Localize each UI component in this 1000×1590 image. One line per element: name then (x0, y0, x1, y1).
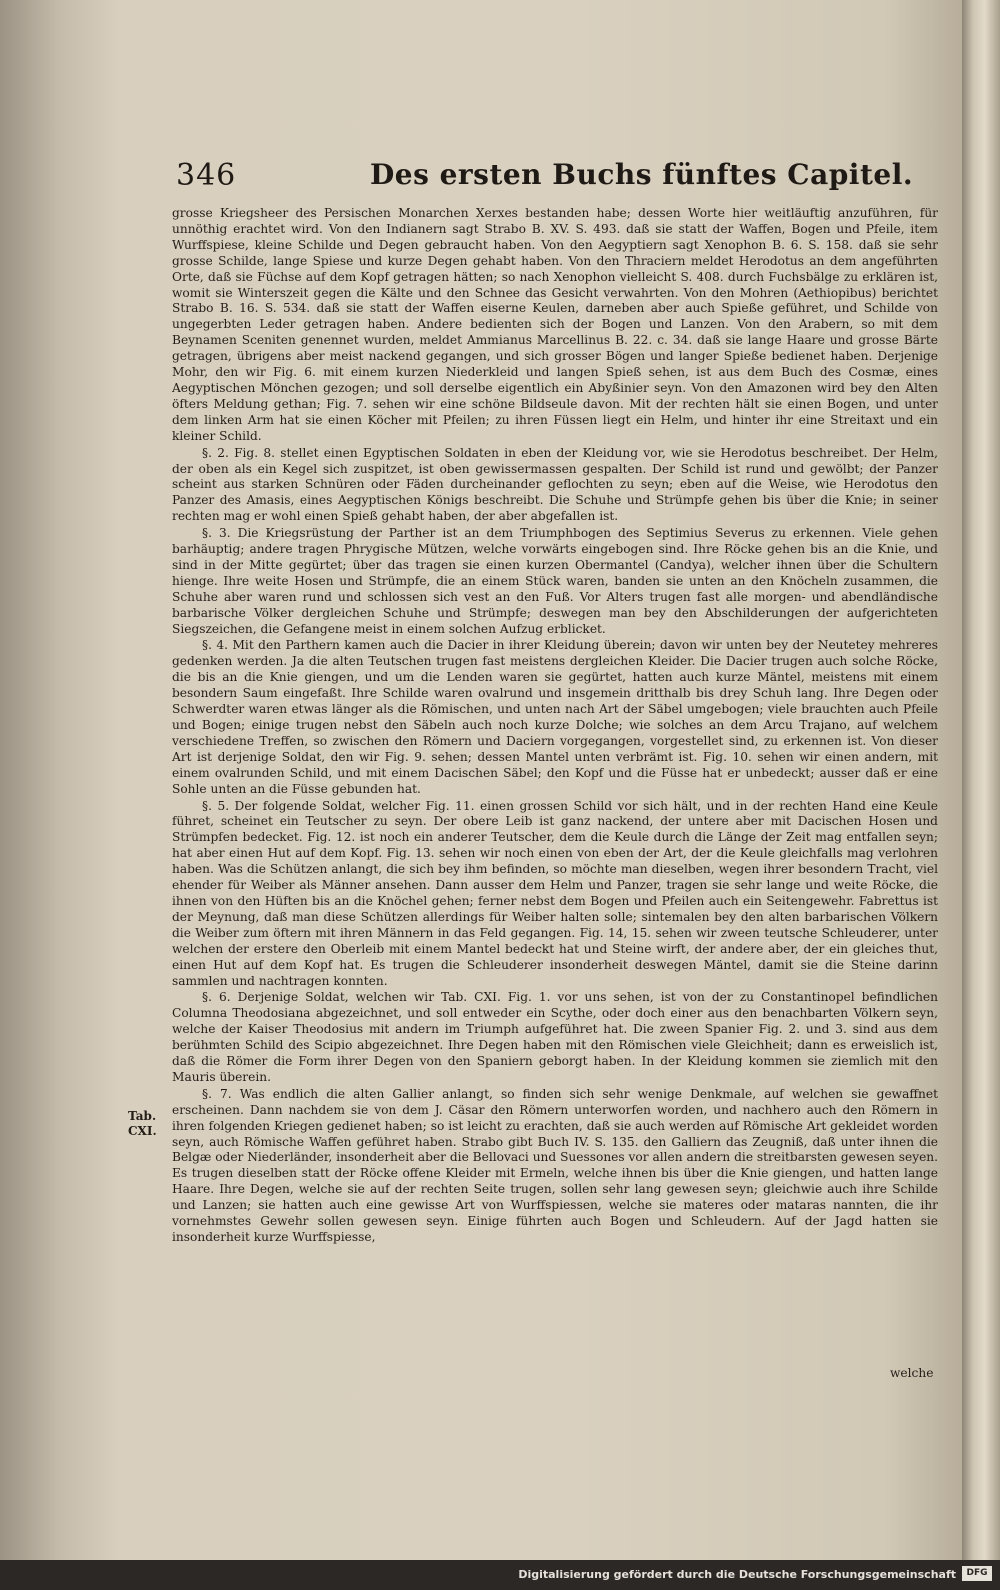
running-head: Des ersten Buchs fünftes Capitel. (370, 158, 914, 191)
paragraph-5: §. 5. Der folgende Soldat, welcher Fig. 11. einen grossen Schild vor sich hält, und in der rechten Hand eine Keule führet, scheinet ein Teutscher zu seyn. Der obere Leib ist ganz nackend, der untere aber mit Dacischen Hosen und Strümpfen bedecket. Fig. 12. ist noch ein anderer Teutscher, dem die Keule durch die Länge der Zeit mag entfallen seyn; hat aber einen Hut auf dem Kopf. Fig. 13. sehen wir noch einen von eben der Art, der die Keule gleichfalls mag verlohren haben. Was die Schützen anlangt, die sich bey ihm befinden, so möchte man dieselben, wegen ihrer besondern Tracht, viel ehender für Weiber als Männer ansehen. Dann ausser dem Helm und Panzer, tragen sie sehr lange und weite Röcke, die ihnen von den Hüften bis an die Knöchel gehen; ferner nebst dem Bogen und Pfeilen auch ein Seitengewehr. Fabrettus ist der Meynung, daß man diese Schützen allerdings für Weiber halten solle; sintemalen bey den alten barbarischen Völkern die Weiber zum öftern mit ihren Männern in das Feld gegangen. Fig. 14, 15. sehen wir zween teutsche Schleuderer, unter welchen der erstere den Oberleib mit einem Mantel bedeckt hat und Steine wirft, der andere aber, der ein gleiches thut, einen Hut auf dem Kopf hat. Es trugen die Schleuderer insonderheit deswegen Mäntel, damit sie die Steine darinn sammlen und nachtragen konnten. (172, 798, 938, 988)
paragraph-1: grosse Kriegsheer des Persischen Monarchen Xerxes bestanden habe; dessen Worte hier weitläuftig anzuführen, für unnöthig erachtet wird. Von den Indianern sagt Strabo B. XV. S. 493. daß sie statt der Waffen, Bogen und Pfeile, item Wurffspiese, kleine Schilde und Degen gebraucht haben. Von den Aegyptiern sagt Xenophon B. 6. S. 158. daß sie sehr grosse Schilde, lange Spiese und kurze Degen gehabt haben. Von den Thraciern meldet Herodotus an dem angeführten Orte, daß sie Füchse auf dem Kopf getragen hätten; so nach Xenophon vielleicht S. 408. durch Fuchsbälge zu erklären ist, womit sie Winterszeit gegen die Kälte und den Schnee das Gesicht verwahrten. Von den Mohren (Aethiopibus) berichtet Strabo B. 16. S. 534. daß sie statt der Waffen eiserne Keulen, darneben aber auch Spieße geführet, und Schilde von ungegerbten Leder getragen haben. Andere bedienten sich der Bogen und Lanzen. Von den Arabern, so mit dem Beynamen Sceniten genennet wurden, meldet Ammianus Marcellinus B. 22. c. 34. daß sie lange Haare und grosse Bärte getragen, übrigens aber meist nackend gegangen, und sich grosser Bögen und langer Spieße bedienet haben. Derjenige Mohr, den wir Fig. 6. mit einem kurzen Niederkleid und langen Spieß sehen, ist aus dem Buch des Cosmæ, eines Aegyptischen Mönchen gezogen; und soll derselbe eigentlich ein Abyßinier seyn. Von den Amazonen wird bey den Alten öfters Meldung gethan; Fig. 7. sehen wir eine schöne Bildseule davon. Mit der rechten hält sie einen Bogen, und unter dem linken Arm hat sie einen Köcher mit Pfeilen; zu ihren Füssen liegt ein Helm, und hinter ihr eine Streitaxt und ein kleiner Schild. (172, 206, 938, 443)
catchword: welche (890, 1366, 934, 1380)
page-fold-shadow (0, 0, 120, 1560)
paragraph-6: §. 6. Derjenige Soldat, welchen wir Tab. CXI. Fig. 1. vor uns sehen, ist von der zu Constantinopel befindlichen Columna Theodosiana abgezeichnet, und soll entweder ein Scythe, oder doch einer aus den benachbarten Völkern seyn, welche der Kaiser Theodosius mit andern im Triumph aufgeführet hat. Die zween Spanier Fig. 2. und 3. sind aus dem berühmten Schild des Scipio abgezeichnet. Ihre Degen haben mit den Römischen viele Gleichheit; dann es erweislich ist, daß die Römer die Form ihrer Degen von den Spaniern geborgt haben. In der Kleidung kommen sie ziemlich mit den Mauris überein. (172, 990, 938, 1084)
footer-credit: Digitalisierung gefördert durch die Deutsche Forschungsgemeinschaft (518, 1568, 956, 1581)
body-text (172, 206, 938, 1247)
paragraph-4: §. 4. Mit den Parthern kamen auch die Dacier in ihrer Kleidung überein; davon wir unten bey der Neutetey mehreres gedenken werden. Ja die alten Teutschen trugen fast meistens dergleichen Kleider. Die Dacier trugen auch solche Röcke, die bis an die Knie giengen, und um die Lenden waren sie gegürtet, hatten auch kurze Mäntel, meistens mit einem besondern Saum eingefaßt. Ihre Schilde waren ovalrund und insgemein dritthalb bis drey Schuh lang. Ihre Degen oder Schwerdter waren etwas länger als die Römischen, und unten nach Art der Säbel umgebogen; viele brauchten auch Pfeile und Bogen; einige trugen nebst den Säbeln auch noch kurze Dolche; wie solches an dem Arcu Trajano, auf welchem verschiedene Treffen, so zwischen den Römern und Daciern vorgegangen, vorgestellet sind, zu erkennen ist. Von dieser Art ist derjenige Soldat, den wir Fig. 9. sehen; dessen Mantel unten verbrämt ist. Fig. 10. sehen wir einen andern, mit einem ovalrunden Schild, und mit einem Dacischen Säbel; den Kopf und die Füsse hat er unbedeckt; ausser daß er eine Sohle unten an die Füsse gebunden hat. (172, 638, 938, 796)
paragraph-7: §. 7. Was endlich die alten Gallier anlangt, so finden sich sehr wenige Denkmale, auf welchen sie gewaffnet erscheinen. Dann nachdem sie von dem J. Cäsar den Römern unterworfen worden, und nachhero auch den Römern in ihren folgenden Kriegen gedienet haben; so ist leicht zu erachten, daß sie auch werden auf Römische Art gekleidet worden seyn, auch Römische Waffen geführet haben. Strabo gibt Buch IV. S. 135. den Galliern das Zeugniß, daß unter ihnen die Belgæ oder Niederländer, insonderheit aber die Bellovaci und Suessones vor allen andern die streitbarsten gewesen seyen. Es trugen dieselben statt der Röcke offene Kleider mit Ermeln, welche ihnen bis über die Knie giengen, und hatten lange Haare. Ihre Degen, welche sie auf der rechten Seite trugen, sollen sehr lang gewesen seyn; gleichwie auch ihre Schilde und Lanzen; sie hatten auch eine gewisse Art von Wurffspiessen, welche sie materes oder mataras nannten, die ihr vornehmstes Gewehr sollen gewesen seyn. Einige führten auch Bogen und Schleudern. Auf der Jagd hatten sie insonderheit kurze Wurffspiesse, (172, 1086, 939, 1244)
page-edge-strip (962, 0, 1000, 1560)
dfg-logo-badge: DFG (962, 1566, 992, 1581)
paragraph-3: §. 3. Die Kriegsrüstung der Parther ist an dem Triumphbogen des Septimius Severus zu erkennen. Viele gehen barhäuptig; andere tragen Phrygische Mützen, welche vorwärts eingebogen sind. Ihre Röcke gehen bis an die Knie, und sind in der Mitte gegürtet; über das tragen sie einen kurzen Obermantel (Candya), welcher ihnen über die Schultern hienge. Ihre weite Hosen und Strümpfe, die an einem Stück waren, banden sie unten an den Knöcheln zusammen, die Schuhe aber waren rund und schlossen sich vest an den Fuß. Vor Alters trugen fast alle morgen- und abendländische barbarische Völker dergleichen Schuhe und Strümpfe; deswegen man bey den Abschilderungen der aufgerichteten Siegszeichen, die Gefangene meist in einem solchen Aufzug erblicket. (172, 526, 938, 636)
paragraph-2: §. 2. Fig. 8. stellet einen Egyptischen Soldaten in eben der Kleidung vor, wie sie Herodotus beschreibet. Der Helm, der oben als ein Kegel sich zuspitzet, ist oben gewissermassen gespalten. Der Schild ist rund und gewölbt; der Panzer scheint aus starken Schnüren oder Fäden durcheinander geflochten zu seyn; eben auf die Weise, wie Herodotus den Panzer des Amasis, eines Aegyptischen Königs beschreibt. Die Schuhe und Strümpfe gehen bis über die Knie; in seiner rechten mag er wohl einen Spieß gehabt haben, der aber abgefallen ist. (172, 445, 938, 524)
page-number: 346 (176, 158, 237, 193)
margin-note-plate: Tab. CXI. (128, 1109, 157, 1138)
